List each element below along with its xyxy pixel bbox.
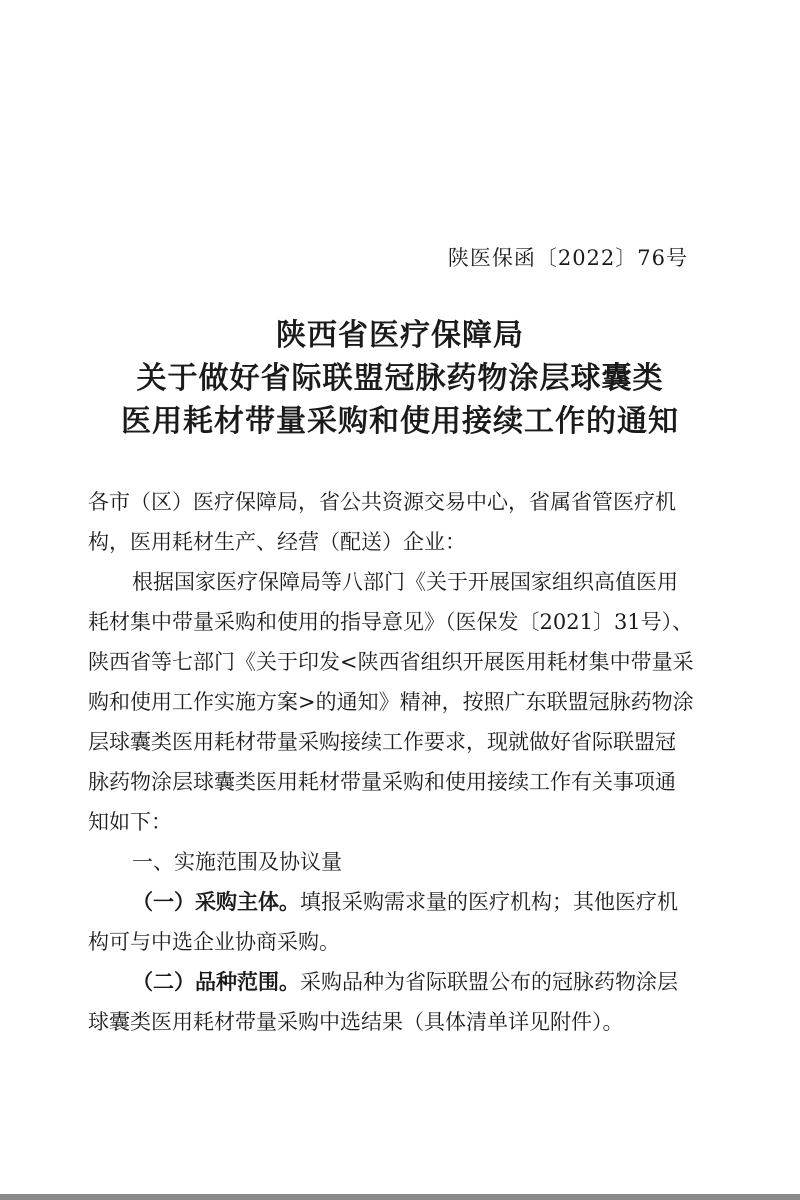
intro-paragraph bbox=[88, 562, 728, 842]
title-line-2: 关于做好省际联盟冠脉药物涂层球囊类 bbox=[136, 361, 664, 396]
item-1-paragraph bbox=[88, 882, 728, 962]
title-line-3: 医用耗材带量采购和使用接续工作的通知 bbox=[121, 404, 679, 439]
document-body bbox=[88, 482, 728, 1042]
body-line: 球囊类医用耗材带量采购中选结果（具体清单详见附件）。 bbox=[88, 1010, 624, 1034]
item-2-label: （二）品种范围。 bbox=[132, 970, 300, 994]
document-number: 陕医保函〔2022〕76号 bbox=[447, 246, 688, 270]
body-line bbox=[88, 962, 728, 1002]
body-line: 购和使用工作实施方案>的通知》精神，按照广东联盟冠脉药物涂 bbox=[88, 690, 694, 714]
body-line: 根据国家医疗保障局等八部门《关于开展国家组织高值医用 bbox=[132, 570, 678, 594]
body-line: 陕西省等七部门《关于印发<陕西省组织开展医用耗材集中带量采 bbox=[88, 650, 694, 674]
body-line: 知如下： bbox=[88, 810, 172, 834]
section-1-heading: 一、实施范围及协议量 bbox=[132, 850, 342, 874]
addressee-paragraph bbox=[88, 482, 728, 562]
body-line: 层球囊类医用耗材带量采购接续工作要求，现就做好省际联盟冠 bbox=[88, 730, 676, 754]
item-2-paragraph bbox=[88, 962, 728, 1042]
body-line: 脉药物涂层球囊类医用耗材带量采购和使用接续工作有关事项通 bbox=[88, 770, 676, 794]
document-title bbox=[0, 314, 800, 443]
body-line: 构，医用耗材生产、经营（配送）企业： bbox=[88, 530, 466, 554]
title-line-1: 陕西省医疗保障局 bbox=[276, 318, 524, 353]
body-line: 各市（区）医疗保障局，省公共资源交易中心，省属省管医疗机 bbox=[88, 490, 676, 514]
body-line: 耗材集中带量采购和使用的指导意见》（医保发〔2021〕31号）、 bbox=[88, 610, 694, 634]
body-line: 构可与中选企业协商采购。 bbox=[88, 930, 340, 954]
item-2-text: 采购品种为省际联盟公布的冠脉药物涂层 bbox=[300, 970, 678, 994]
body-line bbox=[88, 882, 728, 922]
item-1-label: （一）采购主体。 bbox=[132, 890, 300, 914]
page-bottom-edge bbox=[0, 1194, 800, 1200]
item-1-text: 填报采购需求量的医疗机构；其他医疗机 bbox=[300, 890, 678, 914]
